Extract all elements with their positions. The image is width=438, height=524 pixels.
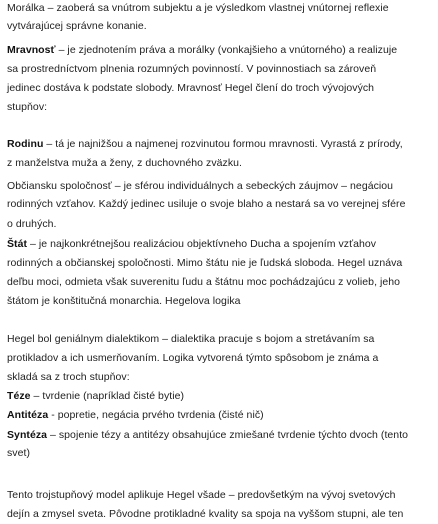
text-line: vytvárajúcej správne konanie. <box>7 20 147 32</box>
text-line: Hegel bol geniálnym dialektikom – dialektika pracuje s bojom a stretávaním sa <box>7 333 375 345</box>
text-line: sa prostredníctvom plnenia rozumných povinností. V povinnostiach sa zároveň <box>7 63 377 75</box>
text-line: rodinných a občianskej spoločnosti. Mimo štátu nie je ľudská sloboda. Hegel uznáva <box>7 257 403 269</box>
text-line: jedinec dostáva k podstate slobody. Mravnosť Hegel člení do troch vývojových <box>7 82 375 94</box>
text-line: deľbu moci, odmieta však suverenitu ľudu a štátnu moc pochádzajúcu z volieb, jeho <box>7 276 401 288</box>
text-line: o druhých. <box>7 218 57 230</box>
text-line: Morálka – zaoberá sa vnútrom subjektu a je výsledkom vlastnej vnútornej reflexie <box>7 2 389 14</box>
text-line: Tento trojstupňový model aplikuje Hegel všade – predovšetkým na vývoj svetových <box>7 489 396 501</box>
text-line: dejín a zmysel sveta. Pôvodne protikladné kvality sa spoja na vyššom stupni, ale ten <box>7 508 404 520</box>
text-line: štátom je konštitučná monarchia. Hegelova logika <box>7 295 241 307</box>
text-line: Rodinu – tá je najnižšou a najmenej rozvinutou formou mravnosti. Vyrastá z prírody, <box>7 138 403 150</box>
text-line: Syntéza – spojenie tézy a antitézy obsahujúce zmiešané tvrdenie týchto dvoch (tento <box>7 429 409 441</box>
text-line: Antitéza - popretie, negácia prvého tvrdenia (čisté nič) <box>7 409 264 421</box>
text-line: stupňov: <box>7 101 48 113</box>
text-line: z manželstva muža a ženy, z duchovného zväzku. <box>7 157 242 169</box>
text-line: skladá sa z troch stupňov: <box>7 371 130 383</box>
text-line: Občiansku spoločnosť – je sférou individuálnych a sebeckých záujmov – negáciou <box>7 180 394 192</box>
text-line: Štát – je najkonkrétnejšou realizáciou objektívneho Ducha a spojením vzťahov <box>7 238 377 250</box>
text-line: Mravnosť – je zjednotením práva a morálky (vonkajšieho a vnútorného) a realizuje <box>7 44 398 56</box>
text-line: protikladov a ich usmerňovaním. Logika vytvorená týmto spôsobom je známa a <box>7 352 379 364</box>
text-line: svet) <box>7 447 31 459</box>
text-line: rodinných vzťahov. Každý jedinec usiluje o svoje blaho a nestará sa vo verejnej sfére <box>7 198 406 210</box>
text-line: Téze – tvrdenie (napríklad čisté bytie) <box>7 390 185 402</box>
